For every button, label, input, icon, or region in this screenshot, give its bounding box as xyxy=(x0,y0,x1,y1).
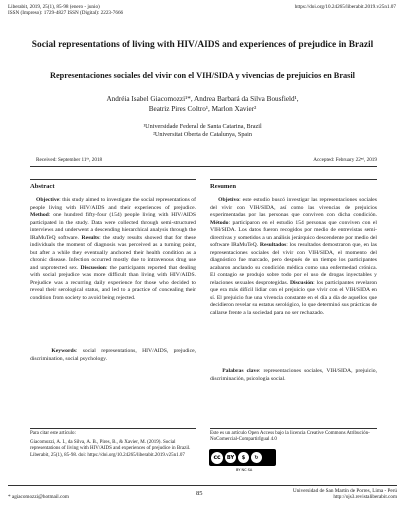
abstract-results-label: Results xyxy=(81,234,100,241)
abstract-keywords-label: Keywords xyxy=(51,348,76,354)
date-divider xyxy=(30,166,377,167)
nc-icon: $ xyxy=(238,452,249,463)
cc-badge-label: BY NC SA xyxy=(236,468,253,472)
affiliations xyxy=(60,123,345,139)
resumen-results-label: Resultados xyxy=(259,242,287,248)
journal-header xyxy=(8,4,123,17)
footer-rule xyxy=(8,485,397,486)
affiliation-2: ²Universitat Oberta de Catalunya, Spain xyxy=(153,130,252,138)
abstract-heading: Abstract xyxy=(30,183,55,190)
cc-icon: cc xyxy=(211,452,223,464)
resumen-keywords-text: : representaciones sociales, VIH/SIDA, prejuicio, discriminación, psicología social. xyxy=(210,368,377,382)
footer-email[interactable]: * agiacomozzi@hotmail.com xyxy=(8,494,69,500)
abstract-body xyxy=(30,197,196,302)
footer-site[interactable]: http://ojs3.revistaliberabit.com xyxy=(333,494,397,501)
sa-icon: ↻ xyxy=(251,452,262,463)
citation-text: Giacomozzi, A. I., da Silva, A. B., Pires, B., & Xavier, M. (2019). Social representations of living with HIV/AIDS and experiences of prejudice in Brazil. Liberabit, 25(1), 85-98. doi: https://doi.org/10.24265/liberabit.2019.v25n1.07 xyxy=(30,440,191,458)
abstract-method-label: Method xyxy=(30,212,49,218)
abstract-top-rule xyxy=(30,179,196,180)
abstract-discussion-label: Discussion xyxy=(80,264,106,271)
footer-university: Universidad de San Martín de Porres, Lima - Perú xyxy=(292,488,397,494)
abstract-keywords xyxy=(30,348,196,363)
license-rule xyxy=(210,428,377,429)
abstract-keywords-text: : social representations, HIV/AIDS, prejudice, discrimination, social psychology. xyxy=(30,348,197,362)
abstract-objective: : this study aimed to investigate the social representations of people living with HIV/AIDS and their experiences of prejudice. xyxy=(30,197,196,211)
cc-license-badge[interactable] xyxy=(209,449,276,466)
article-subtitle: Representaciones sociales del vivir con el VIH/SIDA y vivencias de prejuicios en Brasil xyxy=(50,71,355,80)
abstract-discussion: : the participants reported that dealing with social prejudice was more difficult than living with HIV/AIDS. Prejudice was a recurring daily experience for those who decided to reveal their serological status, and led to a practice of concealing their condition from society to avoid being rejected. xyxy=(30,264,196,301)
doi-link[interactable]: https://doi.org/10.24265/liberabit.2019.v25n1.07 xyxy=(294,4,396,10)
license-text: Este es un artículo Open Access bajo la licencia Creative Commons Atribución-NoComercial-CompartirIgual 4.0 xyxy=(210,431,370,443)
footer-publisher xyxy=(293,488,397,501)
journal-line-1: Liberabit, 2019, 25(1), 85-98 (enero - junio) xyxy=(8,4,100,10)
resumen-results: : los resultados demostraron que, en las representaciones sociales del vivir con VIH/SIDA, el momento del diagnóstico fue marcado, pero después de un tiempo los participantes acabaron anclando su condición médica como una enfermedad crónica. El contagio se produjo sobre todo por el uso de drogas inyectables y relaciones sexuales desprotegidas. xyxy=(210,242,377,286)
resumen-objective: : este estudio buscó investigar las representaciones sociales del vivir con VIH/SIDA, así como las vivencias de prejuicios experimentadas por las personas que conviven con dicha condición. xyxy=(210,197,377,218)
received-date: Received: September 11ᵗʰ, 2018 xyxy=(36,157,103,163)
resumen-heading: Resumen xyxy=(210,183,237,190)
resumen-method: : participaron en el estudio 154 personas que conviven con el VIH/SIDA. Los datos fueron recogidos por medio de entrevistas semi-directivas y sometidos a un análisis jerárquico descendente por medio del software IRaMuTeQ. xyxy=(210,219,377,248)
authors-line-2: Beatriz Pires Coltro¹, Marlon Xavier² xyxy=(148,104,257,113)
resumen-method-label: Método xyxy=(210,219,229,226)
page-number: 85 xyxy=(196,490,203,497)
article-title: Social representations of living with HIV/AIDS and experiences of prejudice in Brazil xyxy=(31,40,374,50)
resumen-body xyxy=(210,197,377,317)
accepted-date: Accepted: February 22ⁿᵈ, 2019 xyxy=(313,157,377,163)
citation xyxy=(30,431,196,459)
authors-line-1: Andréia Isabel Giacomozzi¹*, Andrea Barbará da Silva Bousfield¹, xyxy=(106,95,299,103)
resumen-discussion: : los participantes revelaron que era más difícil lidiar con el prejuicio que vivir con el VIH/SIDA en sí. El prejuicio fue una vivencia constante en el día a día de aquellos que decidieron revelar su estatus serológico, lo que determinó sus prácticas de callarse frente a la sociedad para no ser rechazado. xyxy=(210,279,377,316)
journal-line-2: ISSN (Impreso): 1729-4827 ISSN (Digital): 2223-7666 xyxy=(8,10,124,17)
resumen-keywords xyxy=(210,368,377,383)
resumen-keywords-label: Palabras clave xyxy=(222,368,259,374)
resumen-top-rule xyxy=(210,179,377,180)
affiliation-1: ¹Universidade Federal de Santa Catarina, Brazil xyxy=(143,123,262,130)
citation-rule xyxy=(30,428,196,429)
authors xyxy=(40,95,365,114)
abstract-results: : the study results showed that for these individuals the moment of diagnosis was perceived as a turning point, but after a while they eventually anchored their health condition as a chronic disease. Infection occurred mostly due to intravenous drug use and unprotected sex. xyxy=(30,234,197,271)
abstract-method: : one hundred fifty-four (154) people living with HIV/AIDS participated in the study. Data were collected through semi-structured interviews and underwent a descending hierarchical analysis through the IRaMuTeQ software. xyxy=(30,212,196,241)
resumen-objective-label: Objetivo xyxy=(218,197,240,203)
resumen-discussion-label: Discusión xyxy=(289,279,314,286)
by-icon: BY xyxy=(225,452,236,463)
abstract-objective-label: Objective xyxy=(35,197,60,203)
citation-label: Para citar este artículo: xyxy=(30,431,76,436)
